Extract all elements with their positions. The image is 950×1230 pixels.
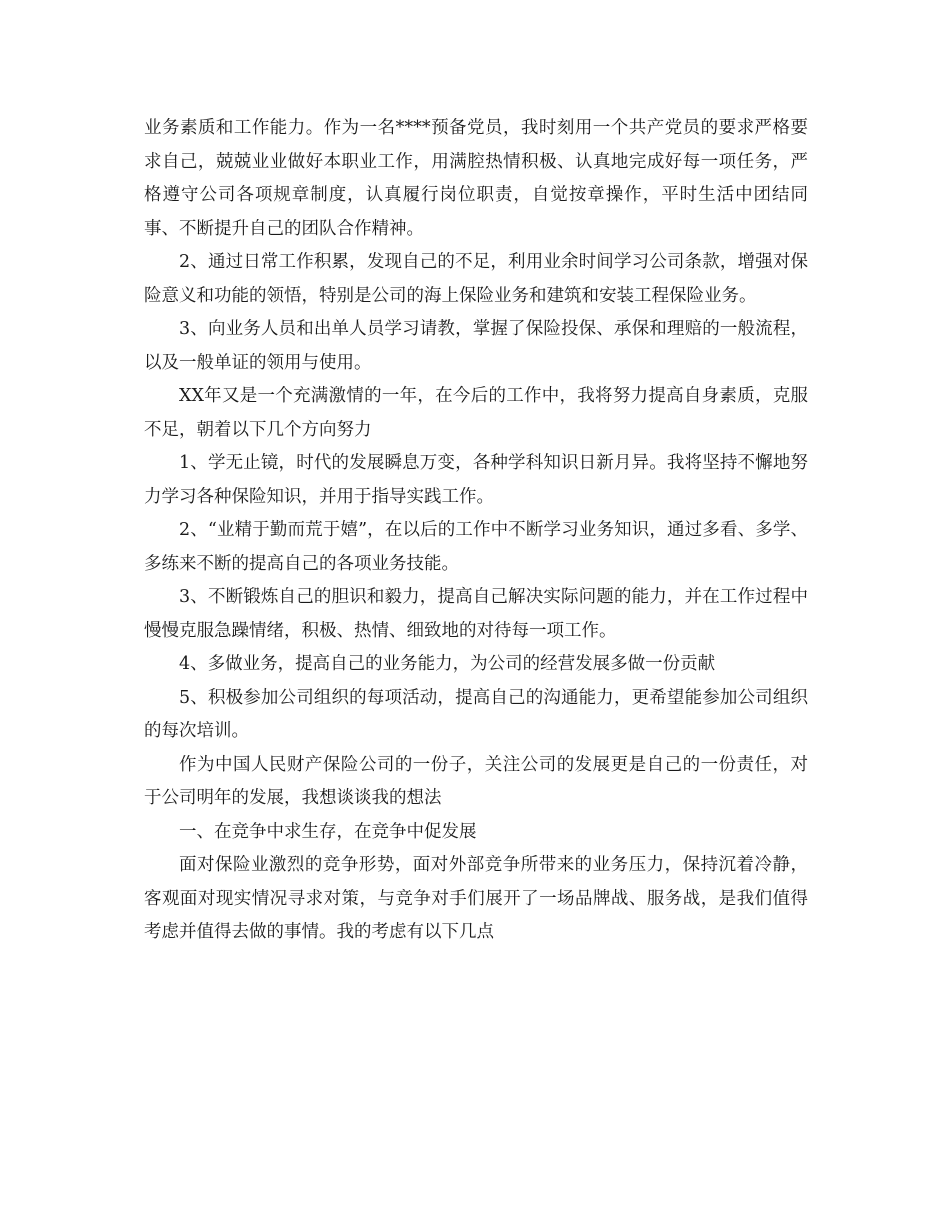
paragraph-12: 面对保险业激烈的竞争形势，面对外部竞争所带来的业务压力，保持沉着冷静，客观面对现实情况寻求对策，与竞争对手们展开了一场品牌战、服务战，是我们值得考虑并值得去做的事情。我的考虑有以下几点 [144, 855, 808, 942]
paragraph-6: 2、“业精于勤而荒于嬉”，在以后的工作中不断学习业务知识，通过多看、多学、多练来不断的提高自己的各项业务技能。 [144, 520, 808, 574]
paragraph-11: 一、在竞争中求生存，在竞争中促发展 [179, 821, 477, 842]
paragraph-7: 3、不断锻炼自己的胆识和毅力，提高自己解决实际问题的能力，并在工作过程中慢慢克服急躁情绪，积极、热情、细致地的对待每一项工作。 [144, 587, 808, 641]
paragraph-1: 业务素质和工作能力。作为一名****预备党员，我时刻用一个共产党员的要求严格要求自己，兢兢业业做好本职业工作，用满腔热情积极、认真地完成好每一项任务，严格遵守公司各项规章制度，认真履行岗位职责，自觉按章操作，平时生活中团结同事、不断提升自己的团队合作精神。 [144, 118, 808, 239]
paragraph-5: 1、学无止镜，时代的发展瞬息万变，各种学科知识日新月异。我将坚持不懈地努力学习各种保险知识，并用于指导实践工作。 [144, 453, 808, 507]
paragraph-2: 2、通过日常工作积累，发现自己的不足，利用业余时间学习公司条款，增强对保险意义和功能的领悟，特别是公司的海上保险业务和建筑和安装工程保险业务。 [144, 252, 808, 306]
paragraph-3: 3、向业务人员和出单人员学习请教，掌握了保险投保、承保和理赔的一般流程，以及一般单证的领用与使用。 [144, 319, 808, 373]
paragraph-9: 5、积极参加公司组织的每项活动，提高自己的沟通能力，更希望能参加公司组织的每次培训。 [144, 687, 808, 741]
paragraph-8: 4、多做业务，提高自己的业务能力，为公司的经营发展多做一份贡献 [179, 654, 716, 674]
paragraph-4: XX年又是一个充满激情的一年，在今后的工作中，我将努力提高自身素质，克服不足，朝着以下几个方向努力 [144, 386, 808, 440]
document-body [144, 112, 808, 950]
paragraph-10: 作为中国人民财产保险公司的一份子，关注公司的发展更是自己的一份责任，对于公司明年的发展，我想谈谈我的想法 [144, 754, 808, 808]
